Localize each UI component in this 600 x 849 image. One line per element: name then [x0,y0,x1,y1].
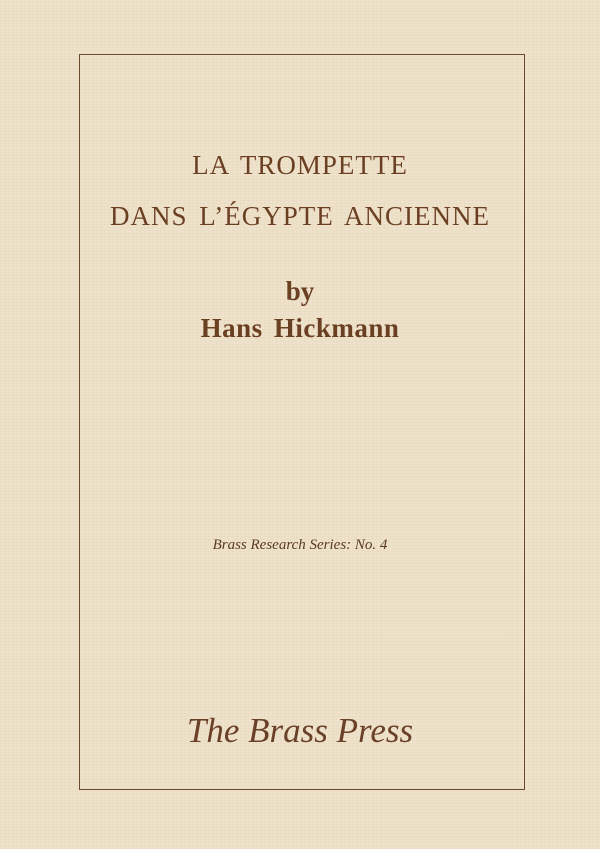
title-line-2: DANS L’ÉGYPTE ANCIENNE [110,201,490,231]
series-label: Brass Research Series: No. 4 [212,537,388,553]
by-label: by [285,276,315,306]
title-line-1: LA TROMPETTE [192,150,408,180]
author-name: Hans Hickmann [200,313,400,343]
publisher-logo: The Brass Press [186,711,414,750]
